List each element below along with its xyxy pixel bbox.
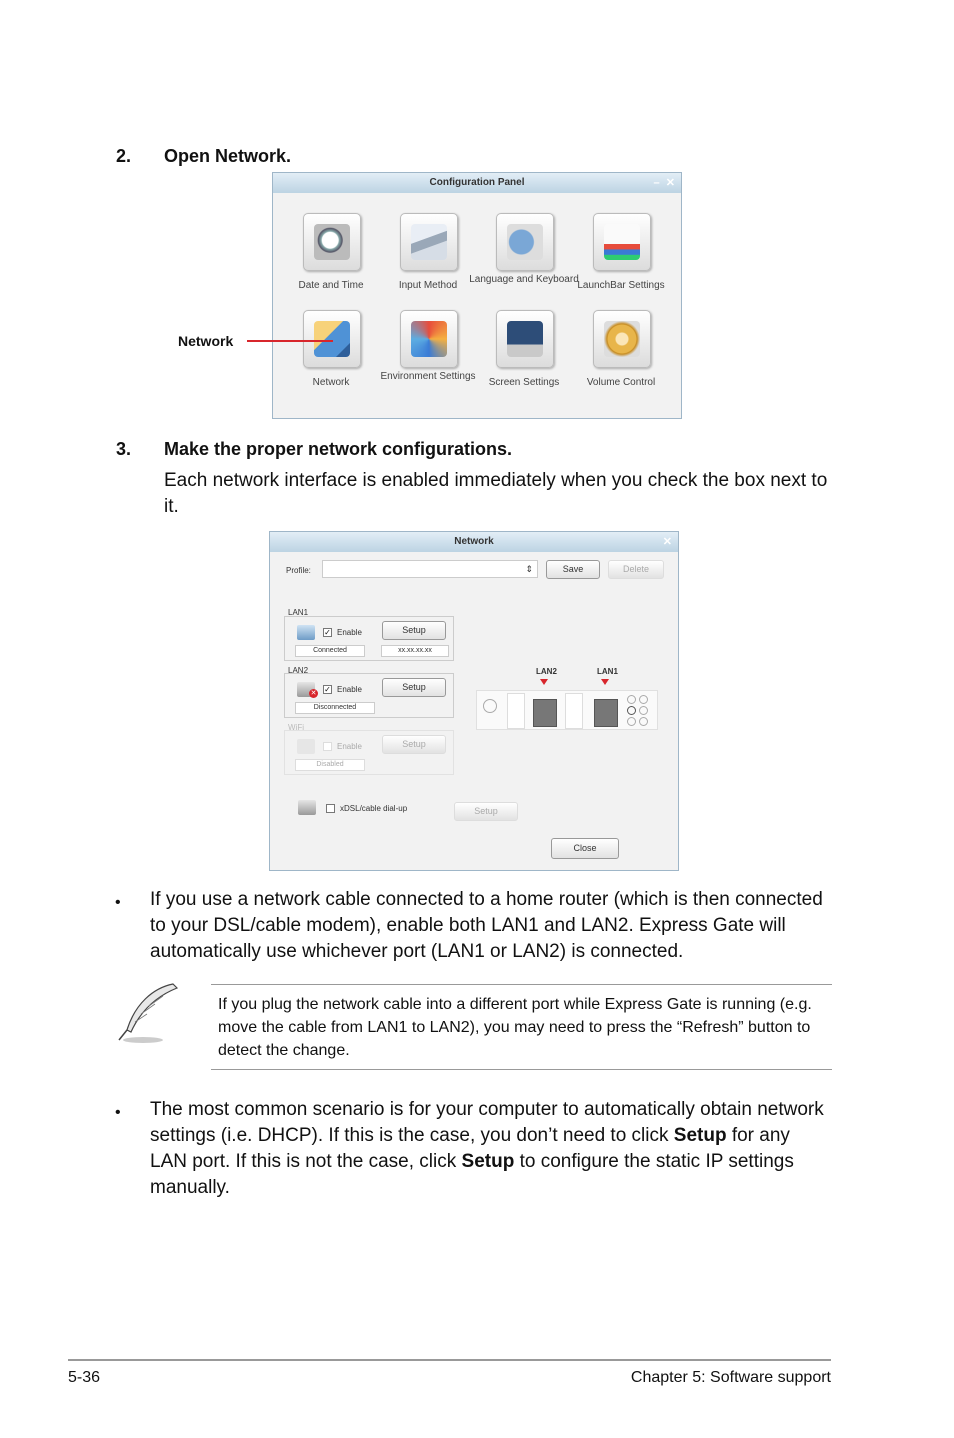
network-titlebar [270,532,678,552]
audio-ports-icon [625,695,651,725]
lan-connected-icon [297,625,315,640]
date-time-icon[interactable] [303,213,361,271]
monitor-icon[interactable] [496,310,554,368]
dialup-icon [298,800,316,815]
configuration-panel-title: Configuration Panel [429,177,525,188]
profile-label: Profile: [286,566,311,575]
setup-emphasis-1: Setup [673,1125,727,1146]
close-icon[interactable]: ✕ [665,177,675,189]
wifi-icon [297,739,315,754]
keyboard-icon[interactable] [400,213,458,271]
lan1-enable-label: Enable [337,628,362,637]
lan1-enable-checkbox[interactable]: ✓ [324,628,331,637]
network-window-title: Network [454,536,494,547]
bullet-1-mark: • [115,894,121,911]
network-label: Network [312,377,350,388]
chapter-title: Chapter 5: Software support [630,1369,831,1386]
save-button[interactable]: Save [546,560,600,579]
lan1-group [284,616,454,661]
lan2-setup-button[interactable]: Setup [382,678,446,697]
error-icon: ✕ [310,690,317,697]
wifi-setup-button[interactable]: Setup [382,735,446,754]
delete-button[interactable]: Delete [608,560,664,579]
footer-rule [68,1359,831,1361]
port-lan2-label: LAN2 [536,667,557,676]
port-lan1-label: LAN1 [597,667,618,676]
usb-port-icon [507,693,525,729]
lan1-setup-button[interactable]: Setup [382,621,446,640]
lan2-enable-label: Enable [337,685,362,694]
note-top-rule [211,984,832,985]
configuration-panel-window [272,172,682,419]
configuration-panel-titlebar [273,173,681,193]
input-method-label: Input Method [398,280,458,291]
window-controls [663,532,672,552]
note-text: If you plug the network cable into a different port while Express Gate is running (e.g. move the cable from LAN1 to LAN2), you may need to press the “Refresh” button to detect the change. [218,996,812,1059]
lan2-label: LAN2 [288,666,309,675]
usb-port-icon [565,693,583,729]
lan1-label: LAN1 [288,608,309,617]
speaker-icon[interactable] [593,310,651,368]
wifi-enable-checkbox[interactable] [323,742,332,751]
power-port-icon [483,699,497,713]
network-window [269,531,679,871]
step-2-text: Open Network. [164,146,292,166]
environment-settings-label: Environment Settings [380,371,476,382]
globe-keyboard-icon[interactable] [496,213,554,271]
window-controls [654,173,675,193]
lan1-ip: xx.xx.xx.xx [381,645,449,657]
wifi-status: Disabled [295,759,365,771]
callout-line [247,340,333,342]
step-2-number: 2. [116,146,132,166]
setup-emphasis-2: Setup [461,1151,515,1172]
bullet-2-text-part-2: for any LAN port. If this is not the case, click [150,1125,790,1172]
environment-icon[interactable] [400,310,458,368]
wifi-enable-label: Enable [337,742,362,751]
lan2-port-icon [533,699,557,727]
lan2-status: Disconnected [295,702,375,714]
lan2-enable-checkbox[interactable]: ✓ [324,685,331,694]
volume-control-label: Volume Control [586,377,656,388]
launchbar-icon[interactable] [593,213,651,271]
note-bottom-rule [211,1069,832,1070]
close-icon[interactable]: ✕ [662,536,672,548]
lan1-port-icon [594,699,618,727]
step-3-number: 3. [116,439,132,459]
page-number: 5-36 [68,1369,101,1386]
minimize-icon[interactable]: – [653,177,660,189]
launchbar-settings-label: LaunchBar Settings [577,280,665,291]
lan1-arrow-icon [601,679,609,685]
date-time-label: Date and Time [298,280,364,291]
xdsl-label: xDSL/cable dial-up [340,804,408,813]
wifi-group [284,730,454,775]
lan1-status: Connected [295,645,365,657]
network-callout-label: Network [178,333,234,349]
step-3-text: Make the proper network configurations. [164,439,513,459]
feather-quill-icon [113,980,183,1046]
bullet-2-mark: • [115,1104,121,1121]
xdsl-checkbox[interactable] [326,804,335,813]
screen-settings-label: Screen Settings [488,377,560,388]
bullet-1-text: If you use a network cable connected to a home router (which is then connected to your DSL/cable modem), enable both LAN1 and LAN2. Express Gate will automatically use whichever port (LAN1 or LAN2) is connected. [150,889,823,962]
lan2-arrow-icon [540,679,548,685]
xdsl-setup-button[interactable]: Setup [454,802,518,821]
profile-select[interactable]: ⇕ [322,560,538,578]
network-icon[interactable] [303,310,361,368]
close-button[interactable]: Close [551,838,619,859]
rear-panel-diagram [476,690,658,730]
wifi-label: WiFi [288,723,304,732]
bullet-2-text [150,1097,830,1201]
lan2-group [284,673,454,718]
bullet-2-text-part-3: to configure the static IP settings manually. [150,1151,794,1198]
language-keyboard-label: Language and Keyboard [469,274,579,285]
step-3-description: Each network interface is enabled immediately when you check the box next to it. [164,470,828,517]
bullet-2-text-part-1: The most common scenario is for your computer to automatically obtain network settings (i.e. DHCP). If this is the case, you don’t need to click [150,1099,824,1146]
